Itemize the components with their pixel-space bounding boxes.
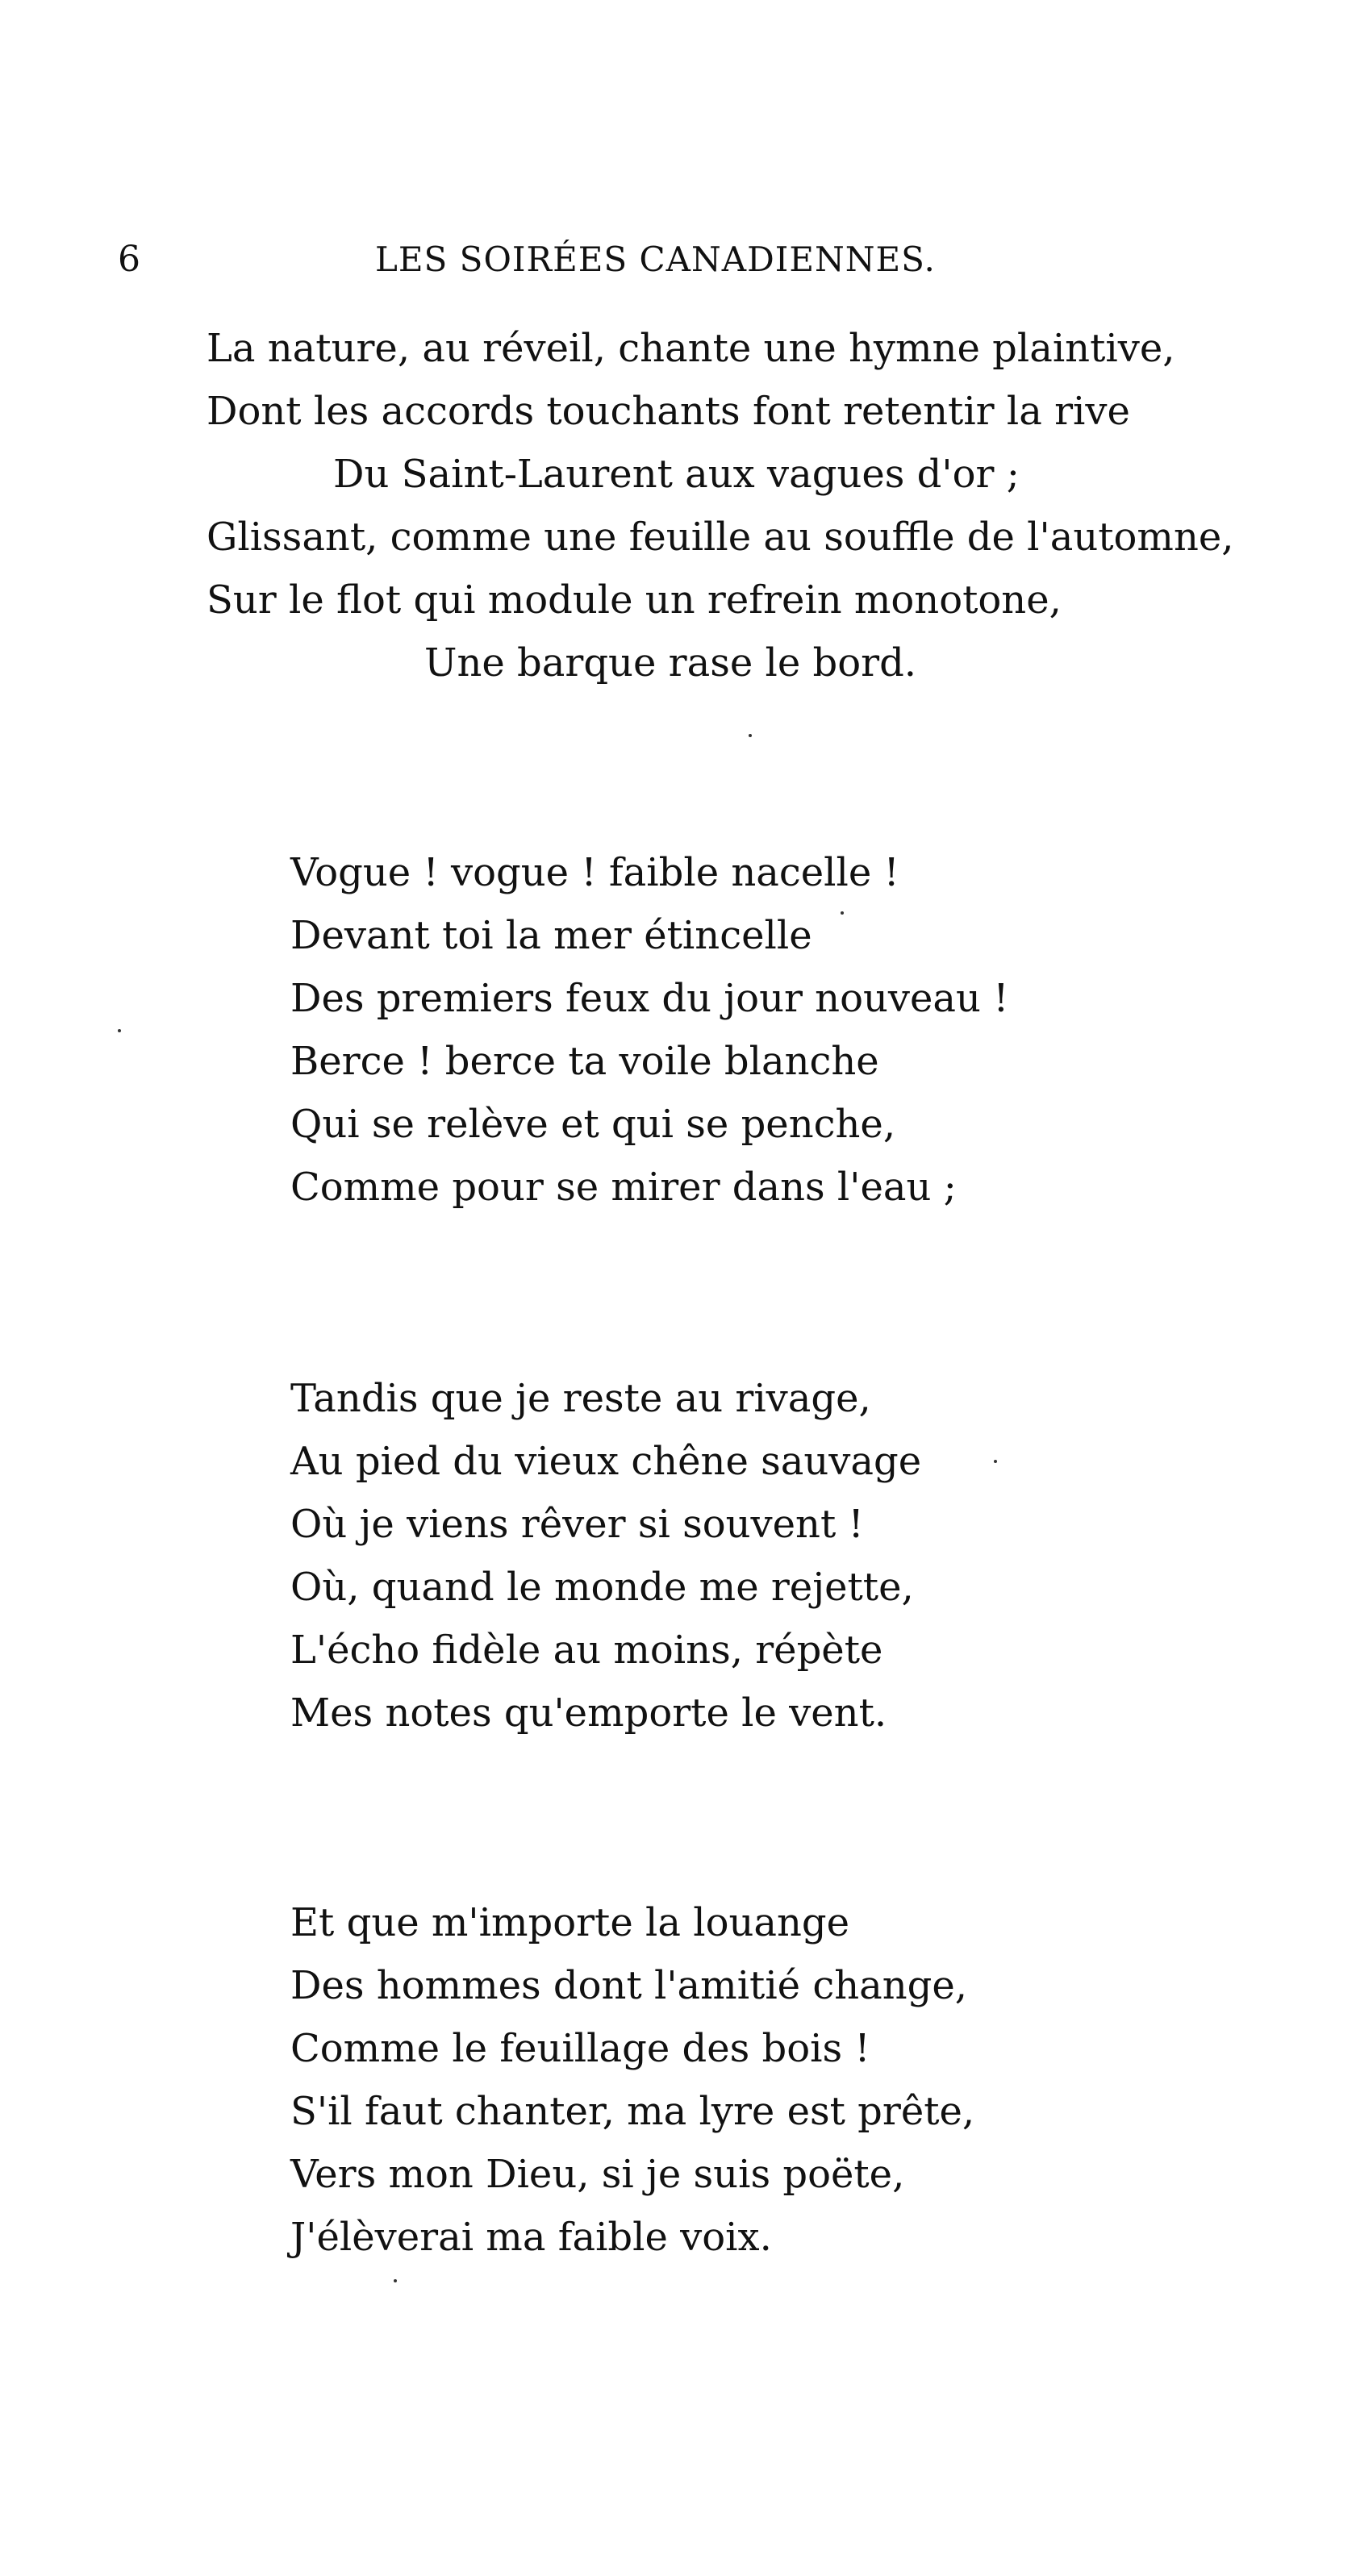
verse-line: Sur le flot qui module un refrein monotone, [207, 577, 1062, 623]
verse-line: Du Saint-Laurent aux vagues d'or ; [333, 452, 1020, 497]
verse-line: Glissant, comme une feuille au souffle de l'automne, [207, 515, 1234, 560]
verse-line: La nature, au réveil, chante une hymne plaintive, [207, 326, 1175, 371]
verse-line: J'élèverai ma faible voix. [290, 2215, 772, 2260]
verse-line: Des hommes dont l'amitié change, [290, 1963, 968, 2008]
verse-line: Au pied du vieux chêne sauvage [290, 1439, 922, 1484]
verse-line: Comme pour se mirer dans l'eau ; [290, 1165, 957, 1210]
scan-speck [749, 734, 752, 737]
verse-line: Mes notes qu'emporte le vent. [290, 1690, 887, 1736]
verse-line: Vogue ! vogue ! faible nacelle ! [290, 850, 899, 895]
running-title: LES SOIRÉES CANADIENNES. [375, 240, 936, 279]
scan-speck [841, 911, 844, 915]
verse-line: Comme le feuillage des bois ! [290, 2026, 870, 2071]
verse-line: Et que m'importe la louange [290, 1900, 850, 1945]
verse-line: Vers mon Dieu, si je suis poëte, [290, 2152, 905, 2197]
verse-line: Dont les accords touchants font retentir la rive [207, 389, 1130, 434]
verse-line: Tandis que je reste au rivage, [290, 1376, 871, 1421]
scan-speck [994, 1460, 997, 1463]
page-number: 6 [118, 239, 140, 280]
verse-line: Où, quand le monde me rejette, [290, 1565, 914, 1610]
verse-line: Des premiers feux du jour nouveau ! [290, 976, 1009, 1021]
verse-line: Devant toi la mer étincelle [290, 913, 812, 958]
verse-line: Qui se relève et qui se penche, [290, 1102, 896, 1147]
verse-line: S'il faut chanter, ma lyre est prête, [290, 2089, 975, 2134]
verse-line: Où je viens rêver si souvent ! [290, 1502, 864, 1547]
scan-speck [118, 1029, 121, 1032]
scan-speck [394, 2279, 397, 2282]
verse-line: Berce ! berce ta voile blanche [290, 1039, 879, 1084]
verse-line: Une barque rase le bord. [424, 640, 917, 686]
verse-line: L'écho fidèle au moins, répète [290, 1628, 883, 1673]
